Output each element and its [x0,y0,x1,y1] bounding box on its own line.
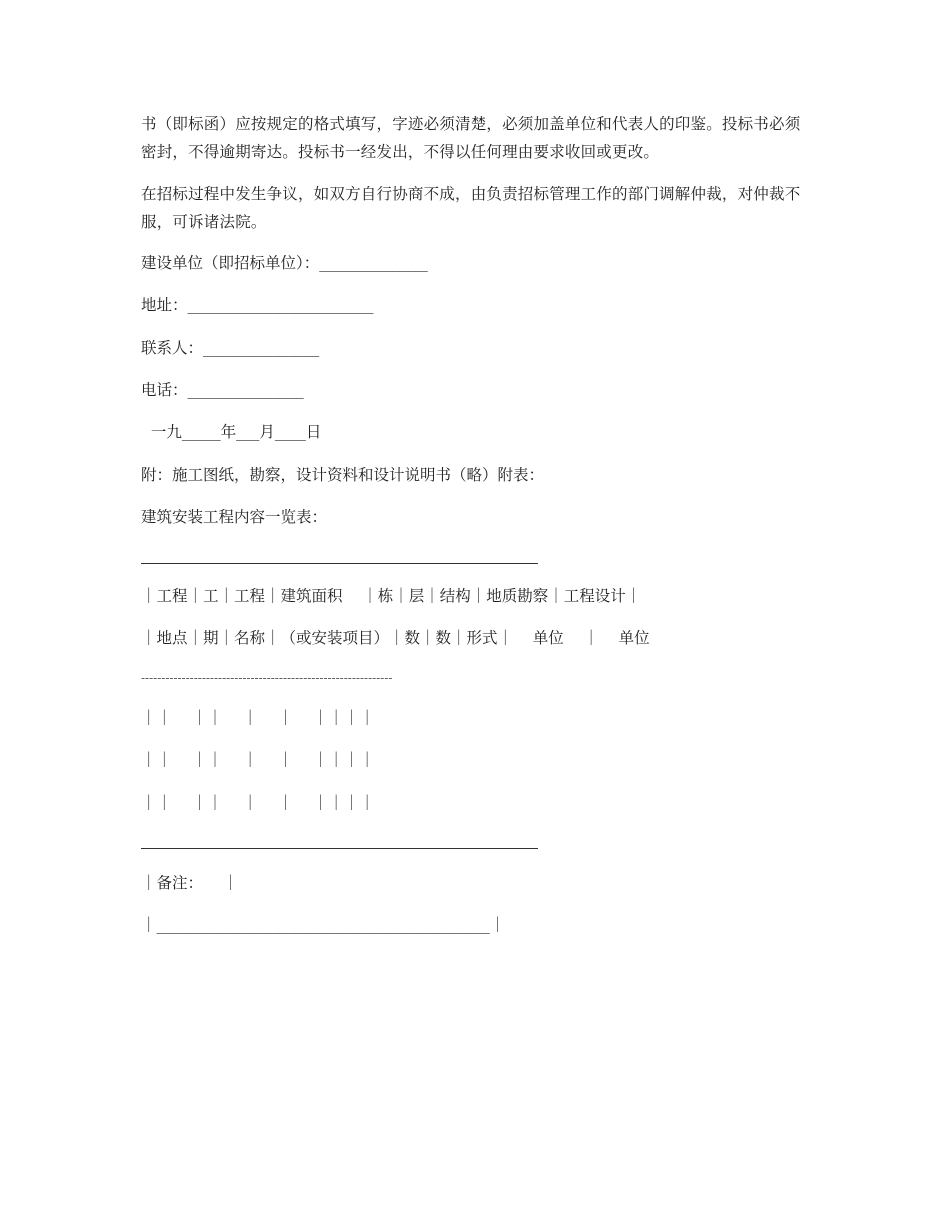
table-row: ｜｜ ｜｜ ｜ ｜ ｜｜｜｜ [141,794,375,812]
table-bottom-rule [141,848,538,849]
field-builder: 建设单位（即招标单位）：______________ [141,254,428,272]
field-contact: 联系人：_______________ [141,339,320,357]
field-phone: 电话：_______________ [141,381,304,399]
table-header-row-2: ｜地点｜期｜名称｜（或安装项目）｜数｜数｜形式｜ 单位 ｜ 单位 [141,629,650,647]
table-header-row-1: ｜工程｜工｜工程｜建筑面积 ｜栋｜层｜结构｜地质勘察｜工程设计｜ [141,587,642,605]
table-row: ｜｜ ｜｜ ｜ ｜ ｜｜｜｜ [141,709,375,727]
table-separator: -------------------------------------------------------------- [141,671,393,685]
table-row: ｜｜ ｜｜ ｜ ｜ ｜｜｜｜ [141,751,375,769]
paragraph-bid-rules: 书（即标函）应按规定的格式填写，字迹必须清楚，必须加盖单位和代表人的印鉴。投标书必须密封，不得逾期寄达。投标书一经发出，不得以任何理由要求收回或更改。 [141,115,801,161]
table-top-rule [141,563,538,564]
field-date: 一九_____年___月____日 [141,423,322,441]
paragraph-dispute: 在招标过程中发生争议，如双方自行协商不成，由负责招标管理工作的部门调解仲裁，对仲裁不服，可诉诸法院。 [141,185,801,231]
table-remark-line: ｜___________________________________________｜ [141,916,506,934]
attachment-note: 附：施工图纸，勘察，设计资料和设计说明书（略）附表： [141,466,545,484]
field-address: 地址：________________________ [141,296,374,314]
table-remark: ｜备注： ｜ [141,874,239,892]
table-title: 建筑安装工程内容一览表： [141,508,328,526]
